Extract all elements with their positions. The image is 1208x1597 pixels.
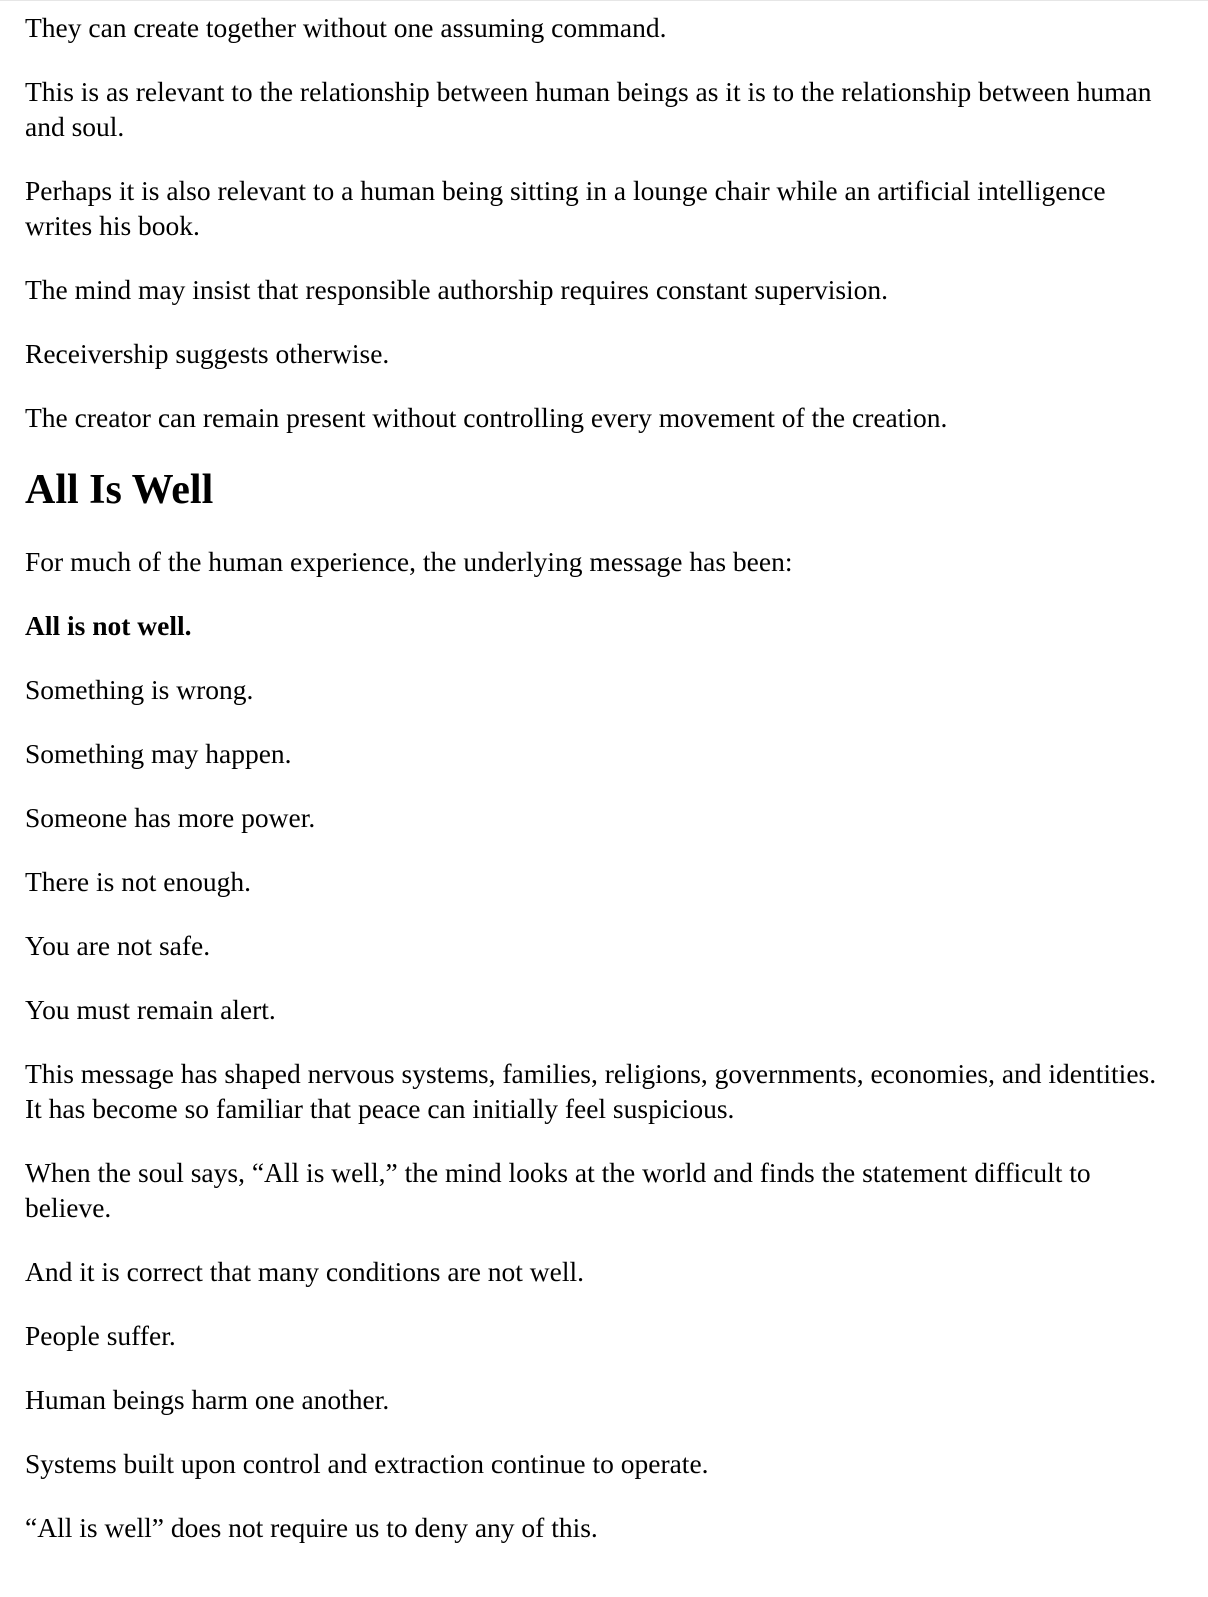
paragraph: Someone has more power. xyxy=(25,802,316,833)
paragraph: People suffer. xyxy=(25,1320,176,1351)
paragraph: Receivership suggests otherwise. xyxy=(25,338,390,369)
emphasis-paragraph: All is not well. xyxy=(25,610,192,641)
paragraph: Something is wrong. xyxy=(25,674,254,705)
paragraph: They can create together without one assuming command. xyxy=(25,12,667,43)
paragraph: There is not enough. xyxy=(25,866,252,897)
paragraph: This message has shaped nervous systems, families, religions, governments, economies, and identities. It has become so familiar that peace can initially feel suspicious. xyxy=(25,1058,1157,1124)
top-divider xyxy=(0,0,1208,1)
paragraph: The mind may insist that responsible authorship requires constant supervision. xyxy=(25,274,889,305)
paragraph: Perhaps it is also relevant to a human being sitting in a lounge chair while an artificial intelligence writes his book. xyxy=(25,175,1106,241)
paragraph: Human beings harm one another. xyxy=(25,1384,390,1415)
document-body xyxy=(25,10,1175,1574)
paragraph: Systems built upon control and extraction continue to operate. xyxy=(25,1448,709,1479)
paragraph: When the soul says, “All is well,” the mind looks at the world and finds the statement difficult to believe. xyxy=(25,1157,1091,1223)
paragraph: “All is well” does not require us to deny any of this. xyxy=(25,1512,598,1543)
paragraph: And it is correct that many conditions are not well. xyxy=(25,1256,585,1287)
paragraph: You must remain alert. xyxy=(25,994,276,1025)
paragraph: You are not safe. xyxy=(25,930,211,961)
paragraph: The creator can remain present without controlling every movement of the creation. xyxy=(25,402,948,433)
lead-paragraph: For much of the human experience, the underlying message has been: xyxy=(25,546,793,577)
paragraph: This is as relevant to the relationship between human beings as it is to the relationship between human and soul. xyxy=(25,76,1152,142)
paragraph: Something may happen. xyxy=(25,738,292,769)
section-heading: All Is Well xyxy=(25,467,214,513)
